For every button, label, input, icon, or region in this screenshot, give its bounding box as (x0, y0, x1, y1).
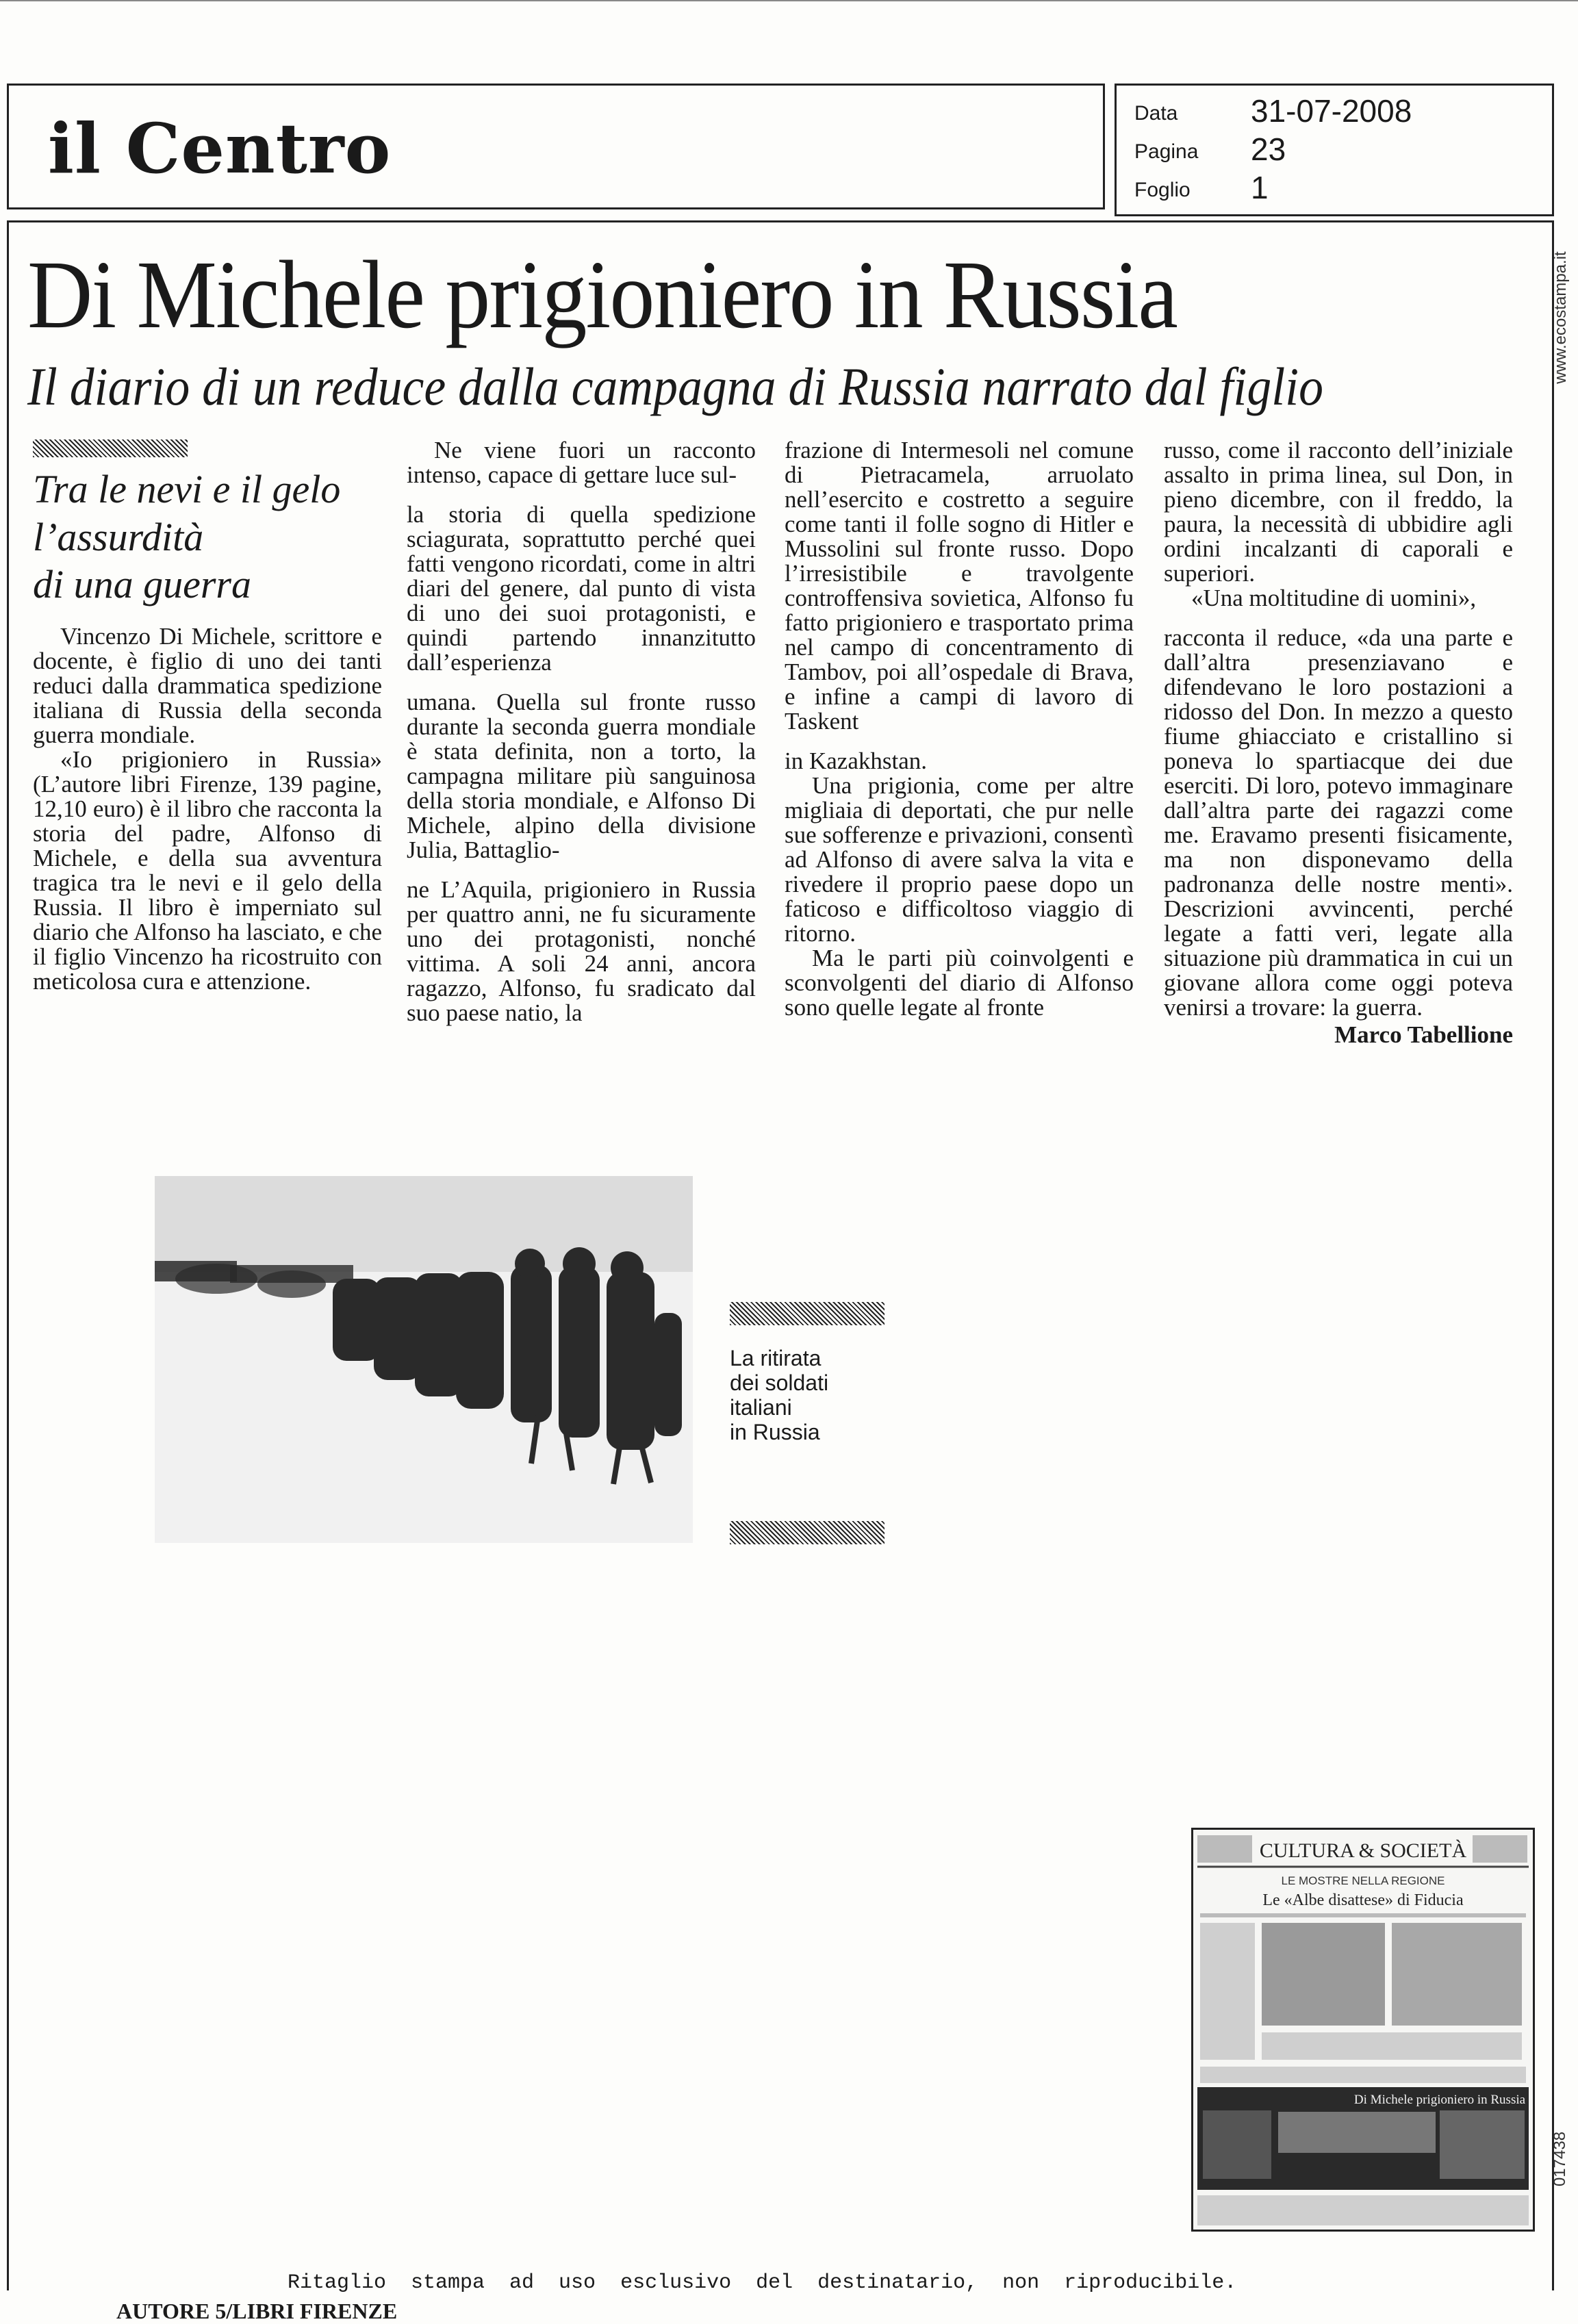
meta-date-label: Data (1134, 102, 1178, 125)
newspaper-logo: il Centro (48, 108, 392, 189)
paragraph: «Una moltitudine di uomini», (1191, 585, 1477, 611)
clipping-meta-box (1115, 84, 1554, 216)
article-column-2 (407, 438, 756, 1025)
paragraph: Vincenzo Di Michele, scrittore e docente, è figlio di uno dei tanti reduci dalla drammatica spedizione italiana di Russia della seconda guerra mondiale. (33, 623, 382, 748)
meta-sheet-row (1134, 169, 1545, 206)
footer-disclaimer: Ritaglio stampa ad uso esclusivo del destinatario, non riproducibile. (288, 2271, 1237, 2295)
side-url-text: www.ecostampa.it (1551, 251, 1570, 384)
paragraph: la storia di quella spedizione sciagurata, soprattutto perché quei fatti vengono ricordati, come in altri diari del genere, dal punto di vista di uno dei suoi protagonisti, e quindi partendo innanzitutto dall’esperienza (407, 501, 756, 676)
meta-page-value: 23 (1251, 131, 1286, 167)
scan-top-edge (0, 0, 1578, 10)
thumb-title: Le «Albe disattese» di Fiducia (1262, 1891, 1464, 1909)
side-code (1550, 2095, 1570, 2232)
paragraph: in Kazakhstan. (785, 748, 927, 774)
caption-hatch-top (730, 1302, 885, 1325)
photo-caption (730, 1346, 908, 1444)
meta-page-label: Pagina (1134, 140, 1199, 163)
article-headline: Di Michele prigioniero in Russia (27, 240, 1177, 348)
footer-author-line: AUTORE 5/LIBRI FIRENZE (116, 2299, 398, 2323)
page-thumbnail (1191, 1828, 1535, 2232)
caption-line: dei soldati (730, 1370, 829, 1395)
paragraph: Ne viene fuori un racconto intenso, capace di gettare luce sul- (407, 437, 756, 488)
paragraph: russo, come il racconto dell’iniziale assalto in prima linea, sul Don, in pieno dicembre, con il freddo, la paura, la necessità di ubbidire agli ordini incalzanti di caporali e superiori. (1164, 437, 1513, 587)
article-column-3 (785, 438, 1134, 1020)
thumb-kicker: LE MOSTRE NELLA REGIONE (1281, 1874, 1445, 1887)
meta-page-row (1134, 131, 1545, 168)
retreat-photo-image (155, 1176, 693, 1543)
kicker-line: Tra le nevi e il gelo (33, 467, 341, 511)
meta-date-value: 31-07-2008 (1251, 93, 1412, 129)
article-author: Marco Tabellione (1334, 1021, 1513, 1048)
meta-sheet-label: Foglio (1134, 179, 1191, 201)
meta-sheet-value: 1 (1251, 170, 1269, 205)
side-url (1550, 219, 1570, 418)
paragraph: «Io prigioniero in Russia» (L’autore libri Firenze, 139 pagine, 12,10 euro) è il libro che racconta la storia del padre, Alfonso di Michele, e della sua avventura tragica tra le nevi e il gelo della Russia. Il libro è imperniato sul diario che Alfonso ha lasciato, e che il figlio Vincenzo ha ricostruito con meticolosa cura e attenzione. (33, 746, 382, 995)
caption-line: La ritirata (730, 1346, 822, 1370)
article-subheadline: Il diario di un reduce dalla campagna di Russia narrato dal figlio (27, 357, 1323, 416)
paragraph: Una prigionia, come per altre migliaia di deportati, che pur nelle sue sofferenze e privazioni, consentì ad Alfonso di avere salva la vita e rivedere il proprio paese dopo un faticoso e difficoltoso viaggio di ritorno. (785, 772, 1134, 947)
paragraph: frazione di Intermesoli nel comune di Pietracamela, arruolato nell’esercito e costretto a seguire come tanti il folle sogno di Hitler e Mussolini sul fronte russo. Dopo l’irresistibile e travolgente controffensiva sovietica, Alfonso fu fatto prigioniero e trasportato prima nel campo di concentramento di Tambov, poi all’ospedale di Brava, e infine a campi di lavoro di Taskent (785, 437, 1134, 735)
caption-line: italiani (730, 1395, 792, 1420)
caption-hatch-bottom (730, 1521, 885, 1544)
paragraph: ne L’Aquila, prigioniero in Russia per quattro anni, ne fu sicuramente uno dei protagonisti, nonché vittima. A soli 24 anni, ancora ragazzo, Alfonso, fu sradicato dal suo paese natio, la (407, 876, 756, 1026)
article-column-1 (33, 624, 382, 994)
article-kicker (33, 465, 389, 609)
retreat-photo (155, 1176, 693, 1543)
thumb-article-title: Di Michele prigioniero in Russia (1353, 2093, 1526, 2107)
kicker-line: di una guerra (33, 562, 251, 607)
caption-line: in Russia (730, 1420, 820, 1444)
article-column-4 (1164, 438, 1513, 1047)
paragraph: Ma le parti più coinvolgenti e sconvolgenti del diario di Alfonso sono quelle legate al fronte (785, 945, 1134, 1021)
thumb-section-title: CULTURA & SOCIETÀ (1259, 1839, 1467, 1862)
paragraph: racconta il reduce, «da una parte e dall’altra presenziavano e difendevano le loro postazioni a ridosso del Don. In mezzo a questo fiume ghiacciato e cristallino si poneva lo spartiacque dei due eserciti. Di loro, potevo immaginare dall’altra parte dei ragazzi come me. Eravamo presenti fisicamente, ma non disponevamo della padronanza delle nostre menti». Descrizioni avvincenti, perché legate a fatti veri, legate alla situazione più drammatica in cui un giovane allora come oggi poteva venirsi a trovare: la guerra. (1164, 624, 1513, 1021)
page-thumbnail-image (1193, 1830, 1533, 2230)
kicker-hatch-bar (33, 439, 188, 457)
side-code-text: 017438 (1551, 2131, 1569, 2187)
meta-date-row (1134, 92, 1545, 129)
paragraph: umana. Quella sul fronte russo durante la seconda guerra mondiale è stata definita, non a torto, la campagna militare più sanguinosa della storia mondiale, e Alfonso Di Michele, alpino della divisione Julia, Battaglio- (407, 689, 756, 863)
kicker-line: l’assurdità (33, 514, 204, 559)
